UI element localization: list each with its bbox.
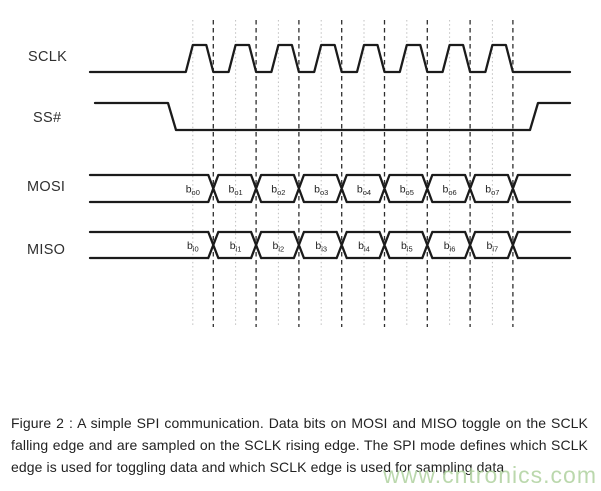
mosi-bit-label: $b_{o4}$ [356,183,372,197]
mosi-bit-label: $b_{o0}$ [185,183,200,197]
caption-line-2: falling edge and are sampled on the SCLK rising edge. The SPI mode defines which SCLK [11,437,588,453]
miso-bit-label: $b_{i6}$ [443,240,456,254]
mosi-bit-label: $b_{o1}$ [228,183,243,197]
signal-label-mosi: MOSI [27,179,66,195]
miso-bit-label: $b_{i5}$ [400,240,413,254]
miso-bit-label: $b_{i1}$ [229,240,242,254]
signal-label-miso: MISO [27,242,66,258]
miso-bit-label: $b_{i7}$ [486,240,499,254]
mosi-bit-label: $b_{o5}$ [399,183,414,197]
watermark: www.cntronics.com [383,462,597,488]
ss-waveform [95,103,570,130]
miso-bit-label: $b_{i4}$ [358,240,370,254]
miso-bit-label: $b_{i3}$ [315,240,328,254]
sclk-waveform [90,45,570,72]
mosi-bit-label: $b_{o7}$ [485,183,500,197]
miso-bit-label: $b_{i2}$ [272,240,285,254]
signal-label-sclk: SCLK [28,49,68,65]
caption-line-1: Figure 2 : A simple SPI communication. Data bits on MOSI and MISO toggle on the SCLK [11,415,588,431]
mosi-bit-label: $b_{o2}$ [271,183,286,197]
mosi-bit-label: $b_{o3}$ [314,183,329,197]
caption-line-3: edge is used for toggling data and which SCLK edge is used for sampling data [11,459,505,475]
miso-bit-label: $b_{i0}$ [186,240,199,254]
signal-label-ss: SS# [33,110,62,126]
mosi-bit-label: $b_{o6}$ [442,183,457,197]
